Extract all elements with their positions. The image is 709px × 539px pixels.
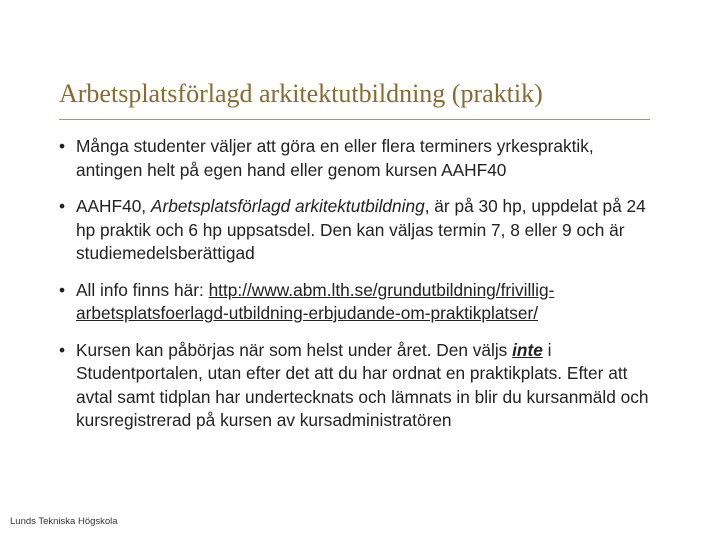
bullet-marker: • bbox=[59, 136, 66, 156]
bullet-text-prefix: All info finns här: bbox=[76, 279, 209, 300]
slide-title: Arbetsplatsförlagd arkitektutbildning (praktik) bbox=[59, 79, 543, 108]
bullet-text-suffix: , är på 30 hp, uppdelat på 24 hp praktik och 6 hp uppsatsdel. Den kan väljas termin 7, 8 eller 9 och är studiemedelsberättigad bbox=[76, 196, 646, 263]
bullet-marker: • bbox=[59, 279, 66, 300]
inte-emphasis: inte bbox=[512, 339, 543, 360]
course-name-emphasis: Arbetsplatsförlagd arkitektutbildning bbox=[150, 196, 425, 216]
info-link[interactable]: http://www.abm.lth.se/grundutbildning/frivillig-arbetsplatsfoerlagd-utbildning-erbjudande-om-praktikplatser/ bbox=[76, 279, 555, 323]
footer-institution: Lunds Tekniska Högskola bbox=[10, 516, 118, 527]
bullet-text-prefix: Kursen kan påbörjas när som helst under året. Den väljs bbox=[76, 339, 513, 360]
bullet-item bbox=[59, 339, 659, 433]
bullet-text-suffix: i Studentportalen, utan efter det att du har ordnat en praktikplats. Efter att avtal samt tidplan har undertecknats och lämnats in blir du kursanmäld och kursregistrerad på kursen av kursadministratören bbox=[76, 339, 649, 430]
bullet-marker: • bbox=[59, 196, 66, 216]
bullet-list bbox=[59, 135, 659, 446]
bullet-item bbox=[59, 279, 659, 326]
title-divider bbox=[59, 119, 650, 120]
bullet-marker: • bbox=[59, 339, 66, 360]
bullet-text: Många studenter väljer att göra en eller flera terminers yrkespraktik, antingen helt på egen hand eller genom kursen AAHF40 bbox=[76, 136, 594, 180]
bullet-text-prefix: AAHF40, bbox=[76, 196, 151, 216]
bullet-item bbox=[59, 195, 659, 266]
bullet-item bbox=[59, 135, 659, 182]
